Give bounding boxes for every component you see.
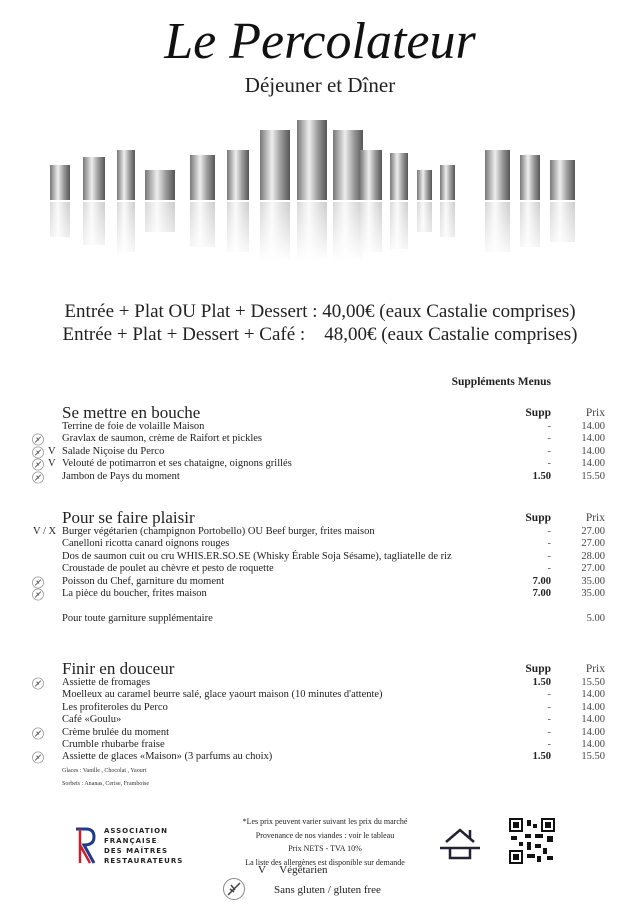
item-name: Velouté de potimarron et ses chataigne, oignons grillés	[62, 458, 292, 470]
restaurant-title: Le Percolateur	[164, 13, 476, 70]
price-column-header: Prix	[585, 663, 605, 675]
diet-marker: V / X	[33, 526, 57, 537]
footer-note: La liste des allergènes est disponible sur demande	[245, 857, 405, 867]
section-mains	[0, 508, 640, 600]
item-name: Assiette de glaces «Maison» (3 parfums au choix)	[62, 751, 273, 763]
amr-r-icon	[70, 826, 100, 866]
item-price: 14.00	[581, 701, 605, 713]
item-supplement: 7.00	[532, 587, 551, 599]
section-starters	[0, 403, 640, 483]
menu-item	[0, 702, 640, 714]
item-price: 15.50	[581, 470, 605, 482]
item-supplement: -	[547, 563, 551, 575]
section-desserts	[0, 659, 640, 764]
menu-item	[0, 421, 640, 433]
item-name: Canelloni ricotta canard oignons rouges	[62, 538, 230, 550]
amr-text-line: RESTAURATEURS	[104, 857, 184, 865]
item-supplement: -	[547, 526, 551, 537]
menu-subtitle: Déjeuner et Dîner	[244, 73, 396, 97]
menu-item	[0, 588, 640, 600]
item-price: 14.00	[581, 738, 605, 750]
item-price: 15.50	[581, 751, 605, 763]
formula-label: Entrée + Plat + Dessert + Café :	[62, 324, 306, 345]
item-supplement: 1.50	[532, 677, 551, 688]
menu-item	[0, 751, 640, 763]
menu-item	[0, 446, 640, 458]
item-price: 27.00	[581, 563, 605, 575]
menu-item	[0, 677, 640, 689]
supp-column-header: Supp	[525, 663, 551, 675]
item-price: 14.00	[581, 421, 605, 432]
gluten-free-icon	[31, 751, 45, 764]
amr-text-line: FRANÇAISE	[104, 837, 158, 845]
gluten-free-icon	[31, 446, 45, 459]
item-supplement: -	[547, 458, 551, 470]
menu-item	[0, 433, 640, 445]
diet-marker: V	[48, 458, 56, 470]
menu-item	[0, 727, 640, 739]
item-price: 14.00	[581, 726, 605, 738]
extra-garnish-row	[0, 613, 640, 625]
section-title: Pour se faire plaisir	[62, 508, 195, 527]
gluten-free-icon	[31, 677, 45, 690]
menu-item	[0, 471, 640, 483]
amr-text-line: ASSOCIATION	[104, 827, 168, 835]
section-title: Finir en douceur	[62, 659, 175, 678]
menu-item	[0, 538, 640, 550]
supp-column-header: Supp	[525, 512, 551, 524]
item-supplement: -	[547, 433, 551, 445]
item-name: Dos de saumon cuit ou cru WHIS.ER.SO.SE (Whisky Érable Soja Sésame), tagliatelle de riz	[62, 550, 452, 562]
gluten-free-icon	[31, 576, 45, 589]
sorbet-flavours: Sorbets : Ananas, Cerise, Framboise	[62, 781, 149, 787]
item-name: Moelleux au caramel beurre salé, glace yaourt maison (10 minutes d'attente)	[62, 689, 383, 701]
qr-code[interactable]	[509, 818, 555, 864]
item-name: Jambon de Pays du moment	[62, 470, 180, 482]
item-name: Café «Goulu»	[62, 714, 122, 726]
item-price: 14.00	[581, 458, 605, 470]
menu-item	[0, 551, 640, 563]
section-header	[0, 659, 640, 677]
item-supplement: 7.00	[532, 575, 551, 587]
item-supplement: -	[547, 738, 551, 750]
amr-text-line: DES MAÎTRES	[104, 847, 169, 855]
extra-garnish-label: Pour toute garniture supplémentaire	[62, 613, 213, 624]
item-name: Crème brulée du moment	[62, 726, 170, 738]
menu-item	[0, 563, 640, 575]
gluten-free-icon	[31, 433, 45, 446]
extra-garnish-price: 5.00	[586, 613, 605, 624]
vegetarian-legend: V Végétarien	[258, 864, 328, 876]
maitres-restaurateurs-logo	[70, 826, 200, 866]
menu-item	[0, 689, 640, 701]
item-supplement: -	[547, 726, 551, 738]
price-column-header: Prix	[585, 407, 605, 419]
menu-item	[0, 714, 640, 726]
item-supplement: 1.50	[532, 470, 551, 482]
gluten-free-icon	[31, 458, 45, 471]
item-supplement: 1.50	[532, 751, 551, 763]
item-price: 27.00	[581, 538, 605, 550]
item-name: Assiette de fromages	[62, 677, 151, 688]
gluten-free-icon	[31, 727, 45, 740]
item-price: 27.00	[581, 526, 605, 537]
gluten-free-icon	[31, 588, 45, 601]
item-price: 15.50	[581, 677, 605, 688]
item-name: Burger végétarien (champignon Portobello) OU Beef burger, frites maison	[62, 526, 375, 537]
diet-marker: V	[48, 445, 56, 457]
footer-note: *Les prix peuvent varier suivant les prix du marché	[242, 817, 408, 826]
item-name: La pièce du boucher, frites maison	[62, 587, 207, 599]
item-supplement: -	[547, 714, 551, 726]
item-price: 14.00	[581, 433, 605, 445]
item-price: 14.00	[581, 445, 605, 457]
ice-cream-flavours: Glaces : Vanille , Chocolat , Yaourt	[62, 768, 147, 774]
supp-column-header: Supp	[525, 407, 551, 419]
percolators-image	[45, 115, 590, 260]
item-supplement: -	[547, 550, 551, 562]
section-title: Se mettre en bouche	[62, 403, 201, 422]
item-name: Croustade de poulet au chèvre et pesto de roquette	[62, 563, 274, 575]
formula-line-2	[0, 324, 640, 346]
item-supplement: -	[547, 421, 551, 432]
item-supplement: -	[547, 701, 551, 713]
item-price: 28.00	[581, 550, 605, 562]
footer-notes	[230, 815, 420, 869]
formula-line-1	[0, 301, 640, 323]
gluten-free-icon	[31, 471, 45, 484]
item-name: Gravlax de saumon, crème de Raifort et pickles	[62, 433, 263, 445]
price-column-header: Prix	[585, 512, 605, 524]
menu-item	[0, 458, 640, 470]
footer-note: Provenance de nos viandes : voir le tableau	[255, 830, 395, 840]
formula-price: 40,00€ (eaux Castalie comprises)	[322, 301, 576, 322]
item-name: Les profiteroles du Perco	[62, 701, 168, 713]
menu-item	[0, 739, 640, 751]
section-header	[0, 508, 640, 526]
menu-item	[0, 576, 640, 588]
item-supplement: -	[547, 445, 551, 457]
item-supplement: -	[547, 689, 551, 701]
item-name: Salade Niçoise du Perco	[62, 445, 165, 457]
fait-maison-icon	[436, 826, 484, 862]
gluten-free-legend: Sans gluten / gluten free	[274, 884, 381, 896]
item-supplement: -	[547, 538, 551, 550]
item-price: 14.00	[581, 714, 605, 726]
section-header	[0, 403, 640, 421]
formula-price: 48,00€ (eaux Castalie comprises)	[324, 324, 578, 345]
formula-label: Entrée + Plat OU Plat + Dessert :	[64, 301, 318, 322]
item-name: Terrine de foie de volaille Maison	[62, 421, 205, 432]
item-name: Poisson du Chef, garniture du moment	[62, 575, 225, 587]
item-name: Crumble rhubarbe fraise	[62, 738, 165, 750]
item-price: 14.00	[581, 689, 605, 701]
menu-item	[0, 526, 640, 538]
supplements-label: Suppléments Menus	[451, 376, 551, 388]
item-price: 35.00	[581, 575, 605, 587]
footer-note: Prix NETS - TVA 10%	[288, 844, 362, 853]
item-price: 35.00	[581, 587, 605, 599]
gluten-free-icon	[222, 877, 246, 901]
